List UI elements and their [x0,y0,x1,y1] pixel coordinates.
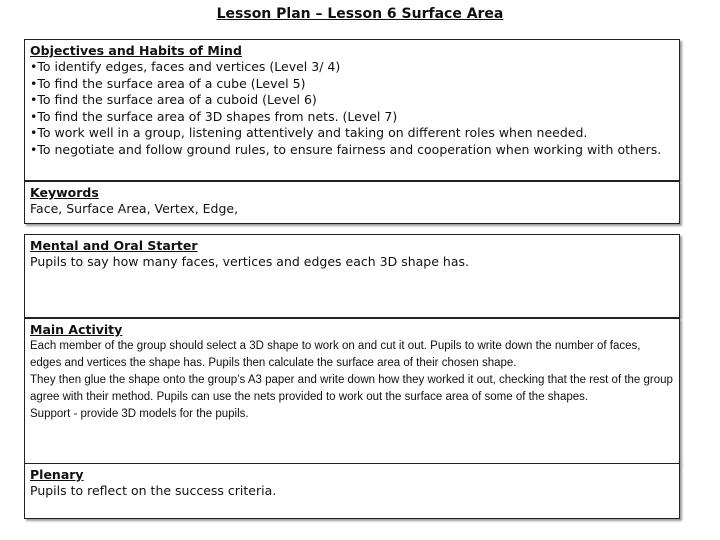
keywords-section [24,181,680,224]
plenary-text: Pupils to reflect on the success criteria. [30,483,277,498]
plenary-heading: Plenary [30,467,84,482]
objective-item: •To find the surface area of 3D shapes from nets. (Level 7) [30,108,398,124]
starter-section [24,234,680,318]
main-activity-section [24,318,680,464]
main-activity-heading: Main Activity [30,322,123,337]
page-title: Lesson Plan – Lesson 6 Surface Area [216,6,504,22]
keywords-text: Face, Surface Area, Vertex, Edge, [30,201,239,216]
objective-item: •To work well in a group, listening attentively and taking on different roles when needed. [30,125,588,140]
objectives-heading: Objectives and Habits of Mind [30,43,242,58]
objective-item: •To find the surface area of a cuboid (Level 6) [30,92,317,107]
objectives-section [24,39,680,181]
objective-item: •To find the surface area of a cube (Level 5) [30,75,306,91]
objective-item: •To negotiate and follow ground rules, to ensure fairness and cooperation when working with others. [30,141,662,157]
objective-item: •To identify edges, faces and vertices (Level 3/ 4) [30,59,341,74]
starter-heading: Mental and Oral Starter [30,238,198,253]
keywords-heading: Keywords [30,185,99,200]
starter-text: Pupils to say how many faces, vertices and edges each 3D shape has. [30,254,469,269]
support-note: Support - provide 3D models for the pupils. [30,408,249,420]
plenary-section [24,463,680,519]
main-activity-paragraph: Each member of the group should select a 3D shape to work on and cut it out. Pupils to write down the number of faces, edges and vertices the shape has. Pupils then calculate the surface area of their chosen shape. [30,340,641,369]
main-activity-paragraph: They then glue the shape onto the group’s A3 paper and write down how they worked it out, checking that the rest of the group agree with their method. Pupils can use the nets provided to work out the surface area of some of the shapes. [30,374,673,403]
